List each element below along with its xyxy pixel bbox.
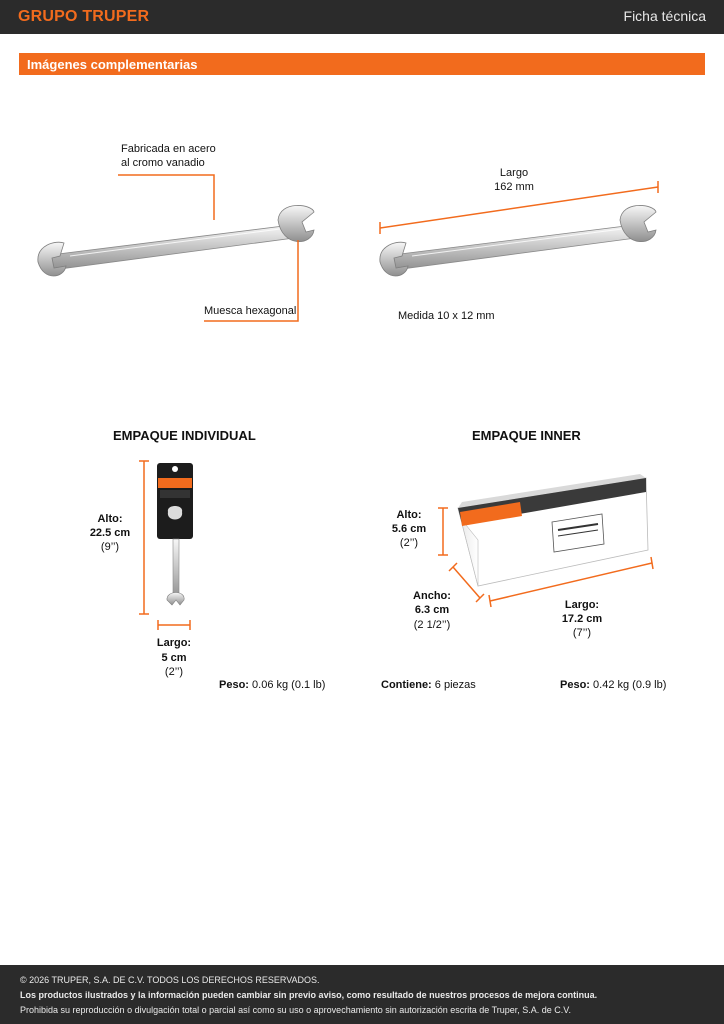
notch-label: Muesca hexagonal	[204, 305, 297, 317]
inner-contents-value: 6 piezas	[434, 679, 476, 691]
length-value: 162 mm	[494, 181, 534, 193]
material-label-line2: al cromo vanadio	[121, 157, 205, 169]
inner-weight-value: 0.42 kg (0.9 lb)	[593, 679, 667, 691]
individual-package-title: EMPAQUE INDIVIDUAL	[113, 428, 256, 443]
material-label-line1: Fabricada en acero	[121, 143, 216, 155]
section-title: Imágenes complementarias	[27, 57, 198, 72]
inner-contents-label: Contiene:	[381, 679, 432, 691]
wrench-left-image	[38, 205, 314, 276]
footer-prohibition: Prohibida su reproducción o divulgación total o parcial así como su uso o aprovechamiento sin autorización escrita de Truper, S.A. de C.V.	[20, 1005, 571, 1015]
inner-height-in: (2’’)	[399, 537, 419, 549]
brand-logo: GRUPO TRUPER	[18, 8, 150, 25]
inner-length-in: (7’’)	[572, 627, 592, 639]
wrench-right-image	[380, 205, 656, 276]
length-label: Largo	[499, 167, 529, 179]
inner-weight-label: Peso:	[560, 679, 590, 691]
inner-weight	[560, 679, 666, 691]
individual-weight-value: 0.06 kg (0.1 lb)	[252, 679, 326, 691]
inner-width-in: (2 1/2’’)	[413, 619, 451, 631]
inner-width-cm: 6.3 cm	[414, 604, 450, 616]
size-label: Medida 10 x 12 mm	[398, 310, 495, 322]
material-callout-line	[118, 175, 214, 220]
inner-height-label: Alto:	[396, 509, 422, 521]
footer-notice: Los productos ilustrados y la información pueden cambiar sin previo aviso, como resultado de nuestros procesos de mejora continua.	[20, 990, 598, 1000]
individual-height-in: (9’’)	[100, 541, 120, 553]
footer-copyright: © 2026 TRUPER, S.A. DE C.V. TODOS LOS DERECHOS RESERVADOS.	[20, 975, 320, 985]
individual-weight-label: Peso:	[219, 679, 249, 691]
individual-length-label: Largo:	[156, 637, 192, 649]
individual-package-image	[157, 463, 193, 605]
individual-length-in: (2’’)	[164, 666, 184, 678]
inner-contents	[381, 679, 476, 691]
inner-package-image	[458, 474, 648, 586]
length-dimension-line	[380, 187, 658, 228]
individual-height-label: Alto:	[97, 513, 123, 525]
inner-length-label: Largo:	[564, 599, 600, 611]
individual-height-cm: 22.5 cm	[89, 527, 131, 539]
individual-weight	[219, 679, 325, 691]
inner-height-cm: 5.6 cm	[391, 523, 427, 535]
inner-width-label: Ancho:	[413, 590, 451, 602]
individual-length-cm: 5 cm	[161, 652, 187, 664]
document-type: Ficha técnica	[623, 8, 706, 24]
footer	[0, 965, 724, 1024]
inner-package-title: EMPAQUE INNER	[472, 428, 581, 443]
inner-length-cm: 17.2 cm	[561, 613, 603, 625]
